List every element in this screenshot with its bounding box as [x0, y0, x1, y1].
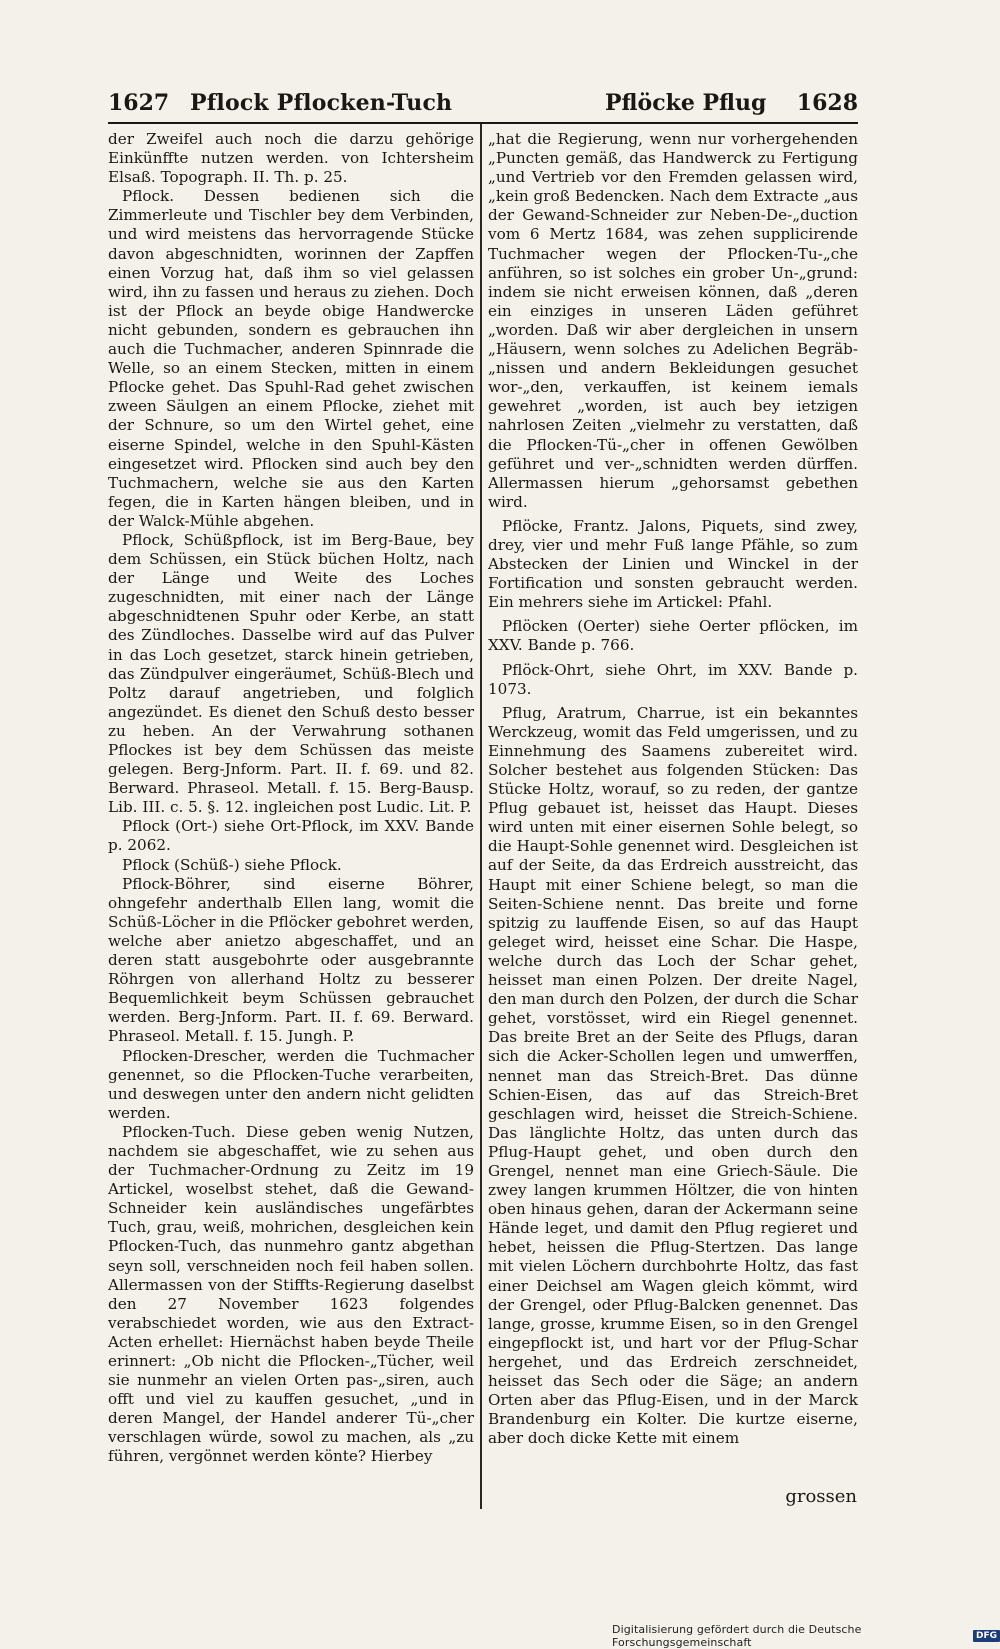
entry-paragraph: der Zweifel auch noch die darzu gehörige Einkünffte nutzen werden. von Ichtersheim Elsaß. Topograph. II. Th. p. 25.: [108, 130, 474, 187]
entry-pfloeck-ohrt: Pflöck-Ohrt, siehe Ohrt, im XXV. Bande p. 1073.: [488, 660, 858, 698]
left-column: [108, 130, 474, 1467]
entry-pflug: Pflug, Aratrum, Charrue, ist ein bekanntes Werckzeug, womit das Feld umgerissen, und zu Einnehmung des Saamens zubereitet wird. Solcher bestehet aus folgenden Stücken: Das Stücke Holtz, worauf, so zu reden, der gantze Pflug gebauet ist, heisset das Haupt. Dieses wird unten mit einer eisernen Sohle belegt, so die Haupt-Sohle genennet wird. Desgleichen ist auf der Seite, da das Erdreich ausstreicht, das Haupt mit einer Schiene belegt, so man die Seiten-Schiene nennt. Das breite und forne spitzig zu lauffende Eisen, so auf das Haupt geleget wird, heisset eine Schar. Die Haspe, welche durch das Loch der Schar gehet, heisset man einen Polzen. Der dreite Nagel, den man durch den Polzen, der durch die Schar gehet, vorstösset, wird ein Riegel genennet. Das breite Bret an der Seite des Pflugs, daran sich die Acker-Schollen legen und umwerffen, nennet man das Streich-Bret. Das dünne Schien-Eisen, das auf das Streich-Bret geschlagen wird, heisset die Streich-Schiene. Das länglichte Holtz, das unten durch das Pflug-Haupt gehet, und oben durch den Grengel, nennet man eine Griech-Säule. Die zwey langen krummen Höltzer, die von hinten oben hinaus gehen, daran der Ackermann seine Hände leget, und damit den Pflug regieret und hebet, heissen die Pflug-Stertzen. Das lange mit vielen Löchern durchbohrte Holtz, das fast einer Deichsel am Wagen gleich kömmt, wird der Grengel, oder Pflug-Balcken genennet. Das lange, grosse, krumme Eisen, so in den Grengel eingepflockt ist, und hart vor der Pflug-Schar hergehet, und das Erdreich zerschneidet, heisset das Sech oder die Säge; an andern Orten aber das Pflug-Eisen, und in der Marck Brandenburg ein Kolter. Die kurtze eiserne, aber doch dicke Kette mit einem: [488, 703, 858, 1448]
header-rule: [108, 122, 858, 124]
catchword: grossen: [785, 1486, 857, 1507]
entry-pfloecken-oerter: Pflöcken (Oerter) siehe Oerter pflöcken, im XXV. Bande p. 766.: [488, 617, 858, 655]
entry-continuation: „hat die Regierung, wenn nur vorhergehenden „Puncten gemäß, das Handwerck zu Fertigung „und Vertrieb vor den Fremden gelassen wird, „kein groß Bedencken. Nach dem Extracte „aus der Gewand-Schneider zur Neben-De-„duction vom 6 Mertz 1684, was zehen supplicirende Tuchmacher wegen der Pflocken-Tu-„che anführen, so ist solches ein grober Un-„grund: indem sie nicht erweisen können, daß „deren ein einziges in unseren Läden geführet „worden. Daß wir aber dergleichen in unsern „Häusern, wenn solches zu Adelichen Begräb-„nissen und andern Bekleidungen gesuchet wor-„den, verkauffen, ist keinem iemals gewehret „worden, ist auch bey ietzigen nahrlosen Zeiten „vielmehr zu verstatten, daß die Pflocken-Tü-„cher in offenen Gewölben geführet und ver-„schnidten werden dürffen. Allermassen hierum „gehorsamst gebethen wird.: [488, 130, 858, 511]
entry-pflock-boehrer: Pflock-Böhrer, sind eiserne Böhrer, ohngefehr anderthalb Ellen lang, womit die Schüß-Löcher in die Pflöcker gebohret werden, welche aber anietzo abgeschaffet, und an deren statt ausgebohrte oder ausgebrannte Röhrgen von allerhand Holtz zu besserer Bequemlichkeit beym Schüssen gebrauchet werden. Berg-Jnform. Part. II. f. 69. Berward. Phraseol. Metall. f. 15. Jungh. P.: [108, 874, 474, 1046]
right-running-title: Pflöcke Pflug: [605, 90, 767, 116]
left-page-number: 1627: [108, 90, 170, 116]
right-column: [488, 130, 858, 1448]
left-running-title: Pflock Pflocken-Tuch: [190, 90, 453, 116]
dfg-logo: DFG: [973, 1630, 1000, 1642]
entry-schuesspflock: Pflock, Schüßpflock, ist im Berg-Baue, bey dem Schüssen, ein Stück büchen Holtz, nach der Länge und Weite des Loches zugeschnidten, mit einer nach der Länge abgeschnidtenen Spuhr oder Kerbe, an statt des Zündloches. Dasselbe wird auf das Pulver in das Loch gesetzet, starck hinein getrieben, das Zündpulver eingeräumet, Schüß-Blech und Poltz darauf angetrieben, und folglich angezündet. Es dienet den Schuß desto besser zu heben. An der Verwahrung sothanen Pflockes ist bey dem Schüssen das meiste gelegen. Berg-Jnform. Part. II. f. 69. und 82. Berward. Phraseol. Metall. f. 15. Berg-Bausp. Lib. III. c. 5. §. 12. ingleichen post Ludic. Lit. P.: [108, 530, 474, 817]
column-divider: [480, 124, 482, 1509]
entry-pflocken-drescher: Pflocken-Drescher, werden die Tuchmacher genennet, so die Pflocken-Tuche verarbeiten, und deswegen unter den andern nicht gelidten werden.: [108, 1046, 474, 1122]
right-page-number: 1628: [796, 90, 858, 116]
entry-pflock-ort: Pflock (Ort-) siehe Ort-Pflock, im XXV. Bande p. 2062.: [108, 817, 474, 855]
entry-pfloecke: Pflöcke, Frantz. Jalons, Piquets, sind zwey, drey, vier und mehr Fuß lange Pfähle, so zum Abstecken der Linien und Winckel in der Fortification und sonsten gebraucht werden. Ein mehrers siehe im Artickel: Pfahl.: [488, 516, 858, 612]
entry-pflock-schuess: Pflock (Schüß-) siehe Pflock.: [122, 855, 342, 874]
entry-pflocken-tuch: Pflocken-Tuch. Diese geben wenig Nutzen, nachdem sie abgeschaffet, wie zu sehen aus der Tuchmacher-Ordnung zu Zeitz im 19 Artickel, woselbst stehet, daß die Gewand-Schneider kein ausländisches ungefärbtes Tuch, grau, weiß, mohrichen, desgleichen kein Pflocken-Tuch, das nunmehro gantz abgethan seyn soll, verschneiden noch feil haben sollen. Allermassen von der Stiffts-Regierung daselbst den 27 November 1623 folgendes verabschiedet worden, wie aus den Extract-Acten erhellet: Hiernächst haben beyde Theile erinnert: „Ob nicht die Pflocken-„Tücher, weil sie nunmehr an vielen Orten pas-„siren, auch offt und viel zu kauffen gesuchet, „und in deren Mangel, der Handel anderer Tü-„cher verschlagen würde, sowol zu machen, als „zu führen, vergönnet werden könte? Hierbey: [108, 1122, 474, 1466]
entry-pflock: Pflock. Dessen bedienen sich die Zimmerleute und Tischler bey dem Verbinden, und wird meistens das hervorragende Stücke davon abgeschnidten, worinnen der Zapffen einen Vorzug hat, daß ihm so viel gelassen wird, ihn zu fassen und heraus zu ziehen. Doch ist der Pflock an beyde obige Handwercke nicht gebunden, sondern es gebrauchen ihn auch die Tuchmacher, anderen Spinnrade die Welle, so an einem Stecken, mitten in einem Pflocke gehet. Das Spuhl-Rad gehet zwischen zween Säulgen an einem Pflocke, ziehet mit der Schnure, so um den Wirtel gehet, eine eiserne Spindel, welche in den Spuhl-Kästen eingesetzet wird. Pflocken sind auch bey den Tuchmachern, welche sie aus den Karten fegen, die in Karten hängen bleiben, und in der Walck-Mühle abgehen.: [108, 187, 474, 530]
digitization-footer: [612, 1623, 1000, 1649]
footer-credit: Digitalisierung gefördert durch die Deutsche Forschungsgemeinschaft: [612, 1623, 862, 1649]
page-header: [108, 90, 858, 122]
